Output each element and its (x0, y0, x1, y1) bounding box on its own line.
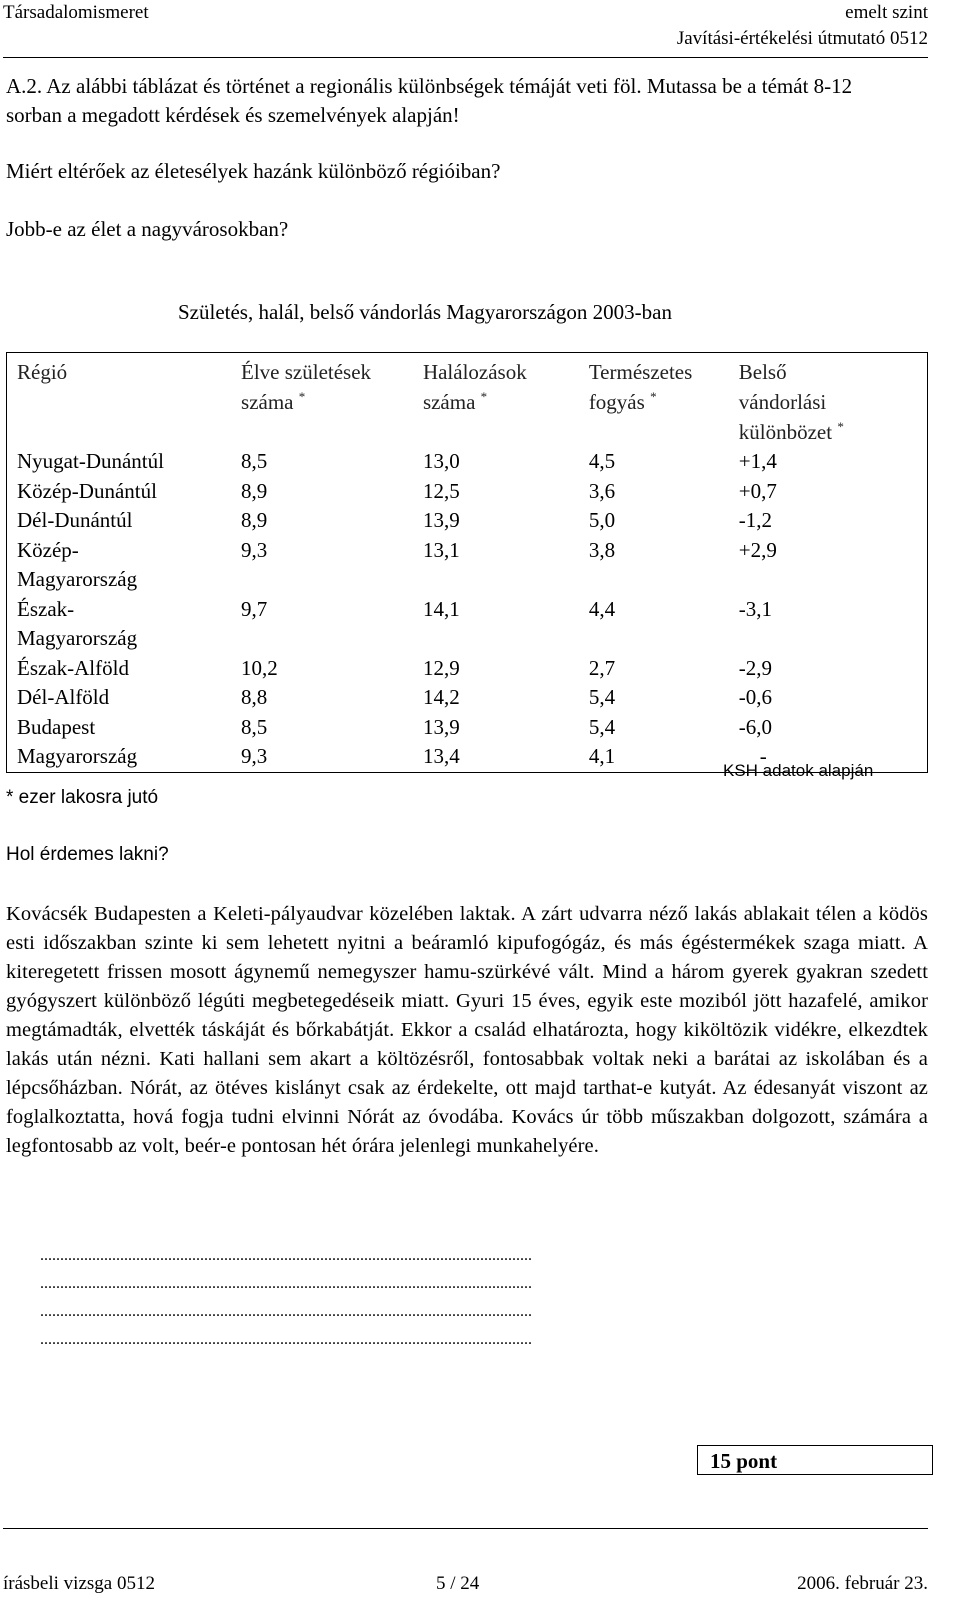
table-header-row (7, 353, 928, 448)
answer-line[interactable]: ........................................................................................................................... (40, 1331, 532, 1348)
footer-date: 2006. február 23. (797, 1573, 928, 1594)
value-cell: 10,2 (241, 655, 278, 680)
col-header-migration: Belső vándorlási különbözet * (732, 353, 928, 448)
table-title: Születés, halál, belső vándorlás Magyarországon 2003-ban (178, 300, 672, 324)
value-cell: -6,0 (732, 713, 928, 743)
value-cell: 4,5 (588, 449, 616, 473)
value-cell: 3,6 (588, 478, 616, 503)
region-cell: Közép-Dunántúl (7, 477, 235, 507)
value-cell: 5,4 (588, 714, 616, 739)
footer-rule (3, 1528, 928, 1529)
value-cell: 14,2 (422, 685, 460, 709)
value-cell: 13,4 (416, 742, 582, 772)
header-doc-type: Javítási-értékelési útmutató 0512 (676, 28, 928, 49)
value-cell: 8,5 (241, 714, 268, 739)
value-cell: 8,9 (241, 478, 268, 503)
table-row (7, 713, 928, 743)
value-cell: 4,1 (582, 742, 732, 772)
table-row (7, 477, 928, 507)
answer-line[interactable]: ........................................................................................................................... (40, 1303, 532, 1320)
footer-left: írásbeli vizsga 0512 (3, 1573, 155, 1594)
answer-line[interactable]: ........................................................................................................................... (40, 1275, 532, 1292)
region-cell: Észak- Magyarország (7, 595, 235, 654)
answer-lines (40, 1242, 870, 1354)
value-cell: 13,9 (422, 714, 460, 739)
region-cell: Közép- Magyarország (7, 536, 235, 595)
value-cell: +2,9 (732, 536, 928, 595)
question-1: Miért eltérőek az életesélyek hazánk különböző régióiban? (6, 159, 501, 183)
col-header-deaths: Halálozások száma * (416, 353, 582, 448)
answer-line[interactable]: ........................................................................................................................... (40, 1247, 532, 1264)
story-text: Kovácsék Budapesten a Keleti-pályaudvar közelében laktak. A zárt udvarra néző lakás ablakait télen a ködös esti időszakban szinte ki sem lehetett nyitni a beáramló kipufogógáz, és más égéstermékek szaga miatt. A kiteregetett frissen mosott ágynemű nemegyszer hamu-szürkévé vált. Mind a három gyerek gyakran szedett gyógyszert különböző légúti megbetegedéseik miatt. Gyuri 15 éves, egyik este moziból jött hazafelé, amikor megtámadták, elvették táskáját és bőrkabátját. Ekkor a család elhatározta, hogy kiköltözik vidékre, elkezdtek lakás után nézni. Kati hallani sem akart a költözésről, fontosabbak voltak neki a barátai az iskolában és a lépcsőházban. Nórát, az ötéves kislányt csak az érdekelte, ott majd tarthat-e kutyát. Az édesanyát viszont az foglalkoztatta, hová fogja tudni elvinni Nórát az óvodába. Kovács úr több műszakban dolgozott, számára a legfontosabb az volt, beér-e pontosan hét órára jelenlegi munkahelyére. (6, 903, 928, 1157)
question-2: Jobb-e az élet a nagyvárosokban? (6, 217, 289, 241)
value-cell: 13,1 (422, 537, 460, 562)
value-cell: 13,9 (422, 508, 460, 532)
footer-page-number: 5 / 24 (436, 1573, 480, 1594)
footnote-marker: * (480, 389, 488, 404)
header-rule (3, 57, 928, 58)
question-3: Hol érdemes lakni? (6, 844, 169, 865)
footnote-marker: * (837, 419, 844, 434)
table-row (7, 595, 928, 654)
header-level: emelt szint (845, 2, 928, 23)
value-cell: 9,3 (241, 537, 268, 562)
value-cell: -2,9 (732, 654, 928, 684)
header-subject: Társadalomismeret (3, 2, 149, 23)
value-cell: 14,1 (422, 596, 460, 621)
value-cell: 8,8 (241, 685, 268, 709)
value-cell: -1,2 (732, 506, 928, 536)
task-intro: A.2. Az alábbi táblázat és történet a regionális különbségek témáját veti föl. Mutassa be a témát 8-12 sorban a megadott kérdések és szemelvények alapján! (6, 74, 853, 127)
value-cell: 4,4 (588, 596, 616, 621)
region-cell: Dél-Dunántúl (7, 506, 235, 536)
region-cell: Észak-Alföld (7, 654, 235, 684)
value-cell: 9,7 (241, 596, 268, 621)
value-cell: 8,9 (241, 508, 268, 532)
points-box: 15 pont (697, 1445, 933, 1475)
value-cell: +0,7 (732, 477, 928, 507)
value-cell: 12,9 (422, 655, 460, 680)
region-cell: Nyugat-Dunántúl (7, 447, 235, 477)
value-cell: -0,6 (732, 683, 928, 713)
region-cell: Budapest (7, 713, 235, 743)
col-header-births: Élve születések száma * (234, 353, 416, 448)
footnote-marker: * (650, 389, 657, 404)
table-row (7, 447, 928, 477)
table-source: KSH adatok alapján (723, 761, 874, 780)
region-cell: Dél-Alföld (7, 683, 235, 713)
value-cell: 12,5 (422, 478, 460, 503)
value-cell: - (732, 742, 928, 772)
region-cell: Magyarország (7, 742, 235, 772)
table-row (7, 506, 928, 536)
value-cell: 5,4 (588, 685, 616, 709)
table-footnote: * ezer lakosra jutó (6, 787, 159, 808)
value-cell: 9,3 (234, 742, 416, 772)
value-cell: +1,4 (732, 447, 928, 477)
table-row (7, 683, 928, 713)
value-cell: 3,8 (588, 537, 616, 562)
table-row (7, 654, 928, 684)
col-header-natural-decrease: Természetes fogyás * (582, 353, 732, 448)
table-row (7, 536, 928, 595)
value-cell: 2,7 (588, 655, 616, 680)
value-cell: 5,0 (588, 508, 616, 532)
value-cell: 8,5 (241, 449, 268, 473)
data-table (6, 352, 928, 773)
footnote-marker: * (298, 389, 306, 404)
col-header-region: Régió (7, 353, 235, 448)
value-cell: 13,0 (422, 449, 460, 473)
value-cell: -3,1 (732, 595, 928, 654)
